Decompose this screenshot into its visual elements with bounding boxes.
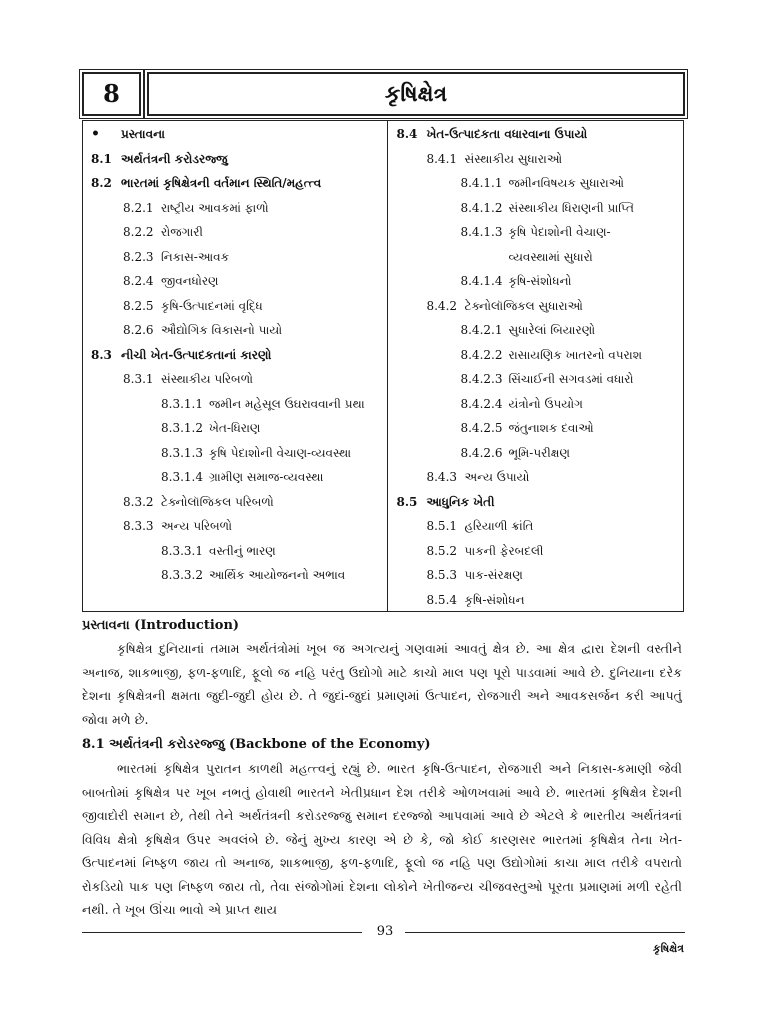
toc-item-number: 8.5.1	[426, 519, 458, 533]
toc-item-label: જંતુનાશક દવાઓ	[508, 421, 594, 435]
toc-item	[388, 491, 683, 513]
toc-item-label: સંસ્થાકીય ધિરાણની પ્રાપ્તિ	[508, 200, 634, 215]
table-of-contents	[82, 120, 684, 612]
toc-item-label: જમીનવિષયક સુધારાઓ	[508, 176, 624, 190]
toc-item-label: જમીન મહેસૂલ ઉઘરાવવાની પ્રથા	[209, 396, 365, 411]
toc-item	[388, 270, 683, 292]
toc-item-label: ખેત-ધિરાણ	[209, 421, 261, 435]
backbone-paragraph	[82, 757, 682, 922]
toc-item-label: અન્ય ઉપાયો	[464, 470, 530, 484]
toc-item-number: 8.3.1.1	[161, 396, 203, 411]
toc-item	[83, 197, 387, 219]
toc-item-label: કૃષિ-સંશોધનો	[508, 274, 572, 288]
toc-item-number: 8.2.6	[123, 323, 154, 337]
toc-item-label: ખેત-ઉત્પાદકતા વધારવાના ઉપાયો	[426, 127, 588, 141]
intro-heading: પ્રસ્તાવના (Introduction)	[82, 618, 240, 633]
toc-item-label: કૃષિ-ઉત્પાદનમાં વૃદ્ધિ	[161, 298, 263, 313]
toc-item	[83, 148, 387, 170]
toc-item-number: 8.3	[91, 347, 112, 362]
toc-item	[388, 197, 683, 219]
toc-item-number: 8.2.4	[123, 274, 154, 288]
toc-item-label: વસ્તીનું ભારણ	[209, 543, 276, 558]
toc-item	[83, 344, 387, 366]
toc-item-number: 8.2	[91, 176, 112, 190]
toc-item-number: 8.2.2	[123, 225, 154, 239]
toc-item-number: 8.2.5	[123, 298, 154, 313]
toc-item-label: પ્રસ્તાવના	[121, 127, 165, 141]
toc-item	[83, 393, 387, 415]
toc-item-number: 8.5.3	[426, 568, 458, 582]
toc-item-number: •	[91, 126, 100, 142]
toc-item-label: ભારતમાં કૃષિક્ષેત્રની વર્તમાન સ્થિતિ/મહત્ત્વ	[121, 176, 322, 190]
toc-item	[388, 515, 683, 537]
toc-item-label: ગ્રામીણ સમાજ-વ્યવસ્થા	[209, 470, 324, 484]
toc-item	[83, 491, 387, 513]
toc-item-label: સિંચાઈની સગવડમાં વધારો	[508, 372, 634, 386]
toc-item-label: સંસ્થાકીય સુધારાઓ	[464, 151, 563, 166]
toc-item-number: 8.3.3	[123, 519, 154, 533]
toc-item-number: 8.4.1.3	[460, 225, 503, 239]
toc-item-number: 8.3.2	[123, 494, 154, 509]
toc-item	[388, 295, 683, 317]
chapter-header	[82, 72, 685, 116]
toc-item	[388, 417, 683, 439]
toc-item-number: 8.3.3.2	[161, 568, 203, 582]
toc-item-label: નિકાસ-આવક	[161, 249, 230, 264]
toc-item-number: 8.1	[91, 151, 112, 166]
page-number: 93	[376, 924, 394, 939]
toc-item	[388, 172, 683, 194]
toc-item	[388, 123, 683, 145]
toc-item-number: 8.4.2.6	[460, 445, 503, 460]
toc-item-label: અર્થતંત્રની કરોડરજ્જુ	[121, 151, 228, 166]
toc-item-number: 8.4.2.4	[460, 396, 503, 411]
toc-item	[83, 123, 387, 145]
toc-item	[83, 368, 387, 390]
toc-item-label: કૃષિ-સંશોધન	[464, 592, 525, 607]
toc-item-number: 8.2.1	[123, 200, 154, 215]
toc-item-number: 8.4.2.3	[460, 372, 503, 386]
toc-item-label: ટેક્નોલૉજિકલ પરિબળો	[161, 494, 274, 509]
toc-item-number: 8.3.1.4	[161, 470, 203, 484]
toc-item-number: 8.4.2.2	[460, 347, 503, 362]
toc-item-number: 8.3.1	[123, 372, 154, 386]
toc-item	[388, 466, 683, 488]
running-footer-title: કૃષિક્ષેત્ર	[652, 942, 684, 955]
toc-left-column	[83, 121, 388, 611]
toc-item-number: 8.4.1.1	[460, 176, 503, 190]
backbone-text: ભારતમાં કૃષિક્ષેત્ર પુરાતન કાળથી મહત્ત્વનું રહ્યું છે. ભારત કૃષિ-ઉત્પાદન, રોજગારી અને નિકાસ-કમાણી જેવી બાબતોમાં કૃષિક્ષેત્ર પર ખૂબ નભતું હોવાથી ભારતને ખેતીપ્રધાન દેશ તરીકે ઓળખવામાં આવે છે. ભારતમાં કૃષિક્ષેત્ર દેશની જીવાદોરી સમાન છે, તેથી તેને અર્થતંત્રની કરોડરજ્જુ સમાન દરજ્જો આપવામાં આવે છે એટલે કે ભારતીય અર્થતંત્રનાં વિવિધ ક્ષેત્રો કૃષિક્ષેત્ર ઉપર અવલંબે છે. જેનું મુખ્ય કારણ એ છે કે, જો કોઈ કારણસર ભારતમાં કૃષિક્ષેત્ર તેના ખેત-ઉત્પાદનમાં નિષ્ફળ જાય તો અનાજ, શાકભાજી, ફળ-ફળાદિ, ફૂલો જ નહિ પણ ઉદ્યોગોમાં કાચા માલ તરીકે વપરાતો રોકડિયો પાક પણ નિષ્ફળ જાય તો, તેવા સંજોગોમાં દેશના લોકોને ખેતીજન્ય ચીજવસ્તુઓ પૂરતા પ્રમાણમાં મળી રહેતી નથી. તે ખૂબ ઊંચા ભાવો એ પ્રાપ્ત થાય	[82, 761, 682, 917]
toc-item	[388, 148, 683, 170]
toc-item	[388, 221, 683, 243]
toc-item-number: 8.5.2	[426, 543, 458, 558]
toc-item-label: જીવનધોરણ	[161, 274, 219, 288]
toc-item-label: સંસ્થાકીય પરિબળો	[161, 372, 254, 386]
toc-item-number: 8.4.2.1	[460, 323, 503, 337]
toc-item-label: કૃષિ પેદાશોની વેચાણ-વ્યવસ્થા	[209, 445, 352, 460]
toc-item-label: અન્ય પરિબળો	[161, 519, 233, 533]
toc-item-number: 8.3.1.2	[161, 421, 203, 435]
toc-item	[388, 589, 683, 611]
toc-item-number: 8.3.1.3	[161, 445, 203, 460]
toc-item-number: 8.5.4	[426, 592, 458, 607]
toc-item	[83, 221, 387, 243]
footer-rule-left	[82, 932, 362, 933]
backbone-heading: 8.1 અર્થતંત્રની કરોડરજ્જુ (Backbone of the Economy)	[82, 737, 431, 752]
toc-item	[83, 319, 387, 341]
toc-item-label: હરિયાળી ક્રાંતિ	[464, 519, 534, 533]
toc-item	[83, 515, 387, 537]
toc-item-number: 8.5	[396, 494, 418, 509]
toc-item-number: 8.4.2.5	[460, 421, 503, 435]
toc-item-number: 8.2.3	[123, 249, 154, 264]
toc-item-label: ઔદ્યોગિક વિકાસનો પાયો	[161, 323, 283, 337]
toc-item	[83, 270, 387, 292]
toc-item-label: આર્થિક આયોજનનો અભાવ	[209, 568, 346, 582]
toc-item	[388, 246, 683, 268]
toc-item-label: યંત્રોનો ઉપયોગ	[508, 396, 583, 411]
toc-item-number: 8.4.3	[426, 470, 458, 484]
toc-item-label: પાક-સંરક્ષણ	[464, 568, 523, 582]
toc-item	[388, 564, 683, 586]
toc-item	[83, 564, 387, 586]
toc-item-label: રાષ્ટ્રીય આવકમાં ફાળો	[161, 200, 269, 215]
toc-item	[83, 172, 387, 194]
intro-text: કૃષિક્ષેત્ર દુનિયાનાં તમામ અર્થતંત્રોમાં ખૂબ જ અગત્યનું ગણવામાં આવતું ક્ષેત્ર છે. આ ક્ષેત્ર દ્વારા દેશની વસ્તીને અનાજ, શાકભાજી, ફળ-ફળાદિ, ફૂલો જ નહિ પરંતુ ઉદ્યોગો માટે કાચો માલ પણ પૂરો પાડવામાં આવે છે. દુનિયાના દરેક દેશના કૃષિક્ષેત્રની ક્ષમતા જુદી-જુદી હોય છે. તે જુદાં-જુદાં પ્રમાણમાં ઉત્પાદન, રોજગારી અને આવકસર્જન કરી આપતું જોવા મળે છે.	[82, 641, 682, 727]
toc-item-number: 8.4	[396, 127, 418, 141]
toc-item-number: 8.4.2	[426, 298, 458, 313]
toc-item-label: રાસાયણિક ખાતરનો વપરાશ	[508, 347, 642, 362]
toc-item-number: 8.4.1.4	[460, 274, 503, 288]
toc-item-label: ભૂમિ-પરીક્ષણ	[508, 445, 570, 460]
toc-item	[83, 246, 387, 268]
toc-item	[388, 540, 683, 562]
toc-item	[83, 466, 387, 488]
toc-item-label: સુધારેલાં બિયારણો	[508, 323, 596, 337]
toc-item-label: રોજગારી	[161, 225, 203, 239]
toc-item-label: ટેક્નોલૉજિકલ સુધારાઓ	[464, 298, 583, 313]
toc-item-number: 8.4.1	[426, 151, 458, 166]
toc-item	[388, 393, 683, 415]
toc-item-label: આધુનિક ખેતી	[426, 494, 495, 509]
toc-item-label: વ્યવસ્થામાં સુધારો	[508, 249, 593, 264]
chapter-title: કૃષિક્ષેત્ર	[147, 72, 685, 116]
toc-item	[388, 442, 683, 464]
toc-item-label: નીચી ખેત-ઉત્પાદકતાનાં કારણો	[121, 347, 272, 362]
toc-item	[388, 319, 683, 341]
chapter-number: 8	[82, 72, 141, 116]
toc-item	[83, 417, 387, 439]
toc-item-number: 8.3.3.1	[161, 543, 203, 558]
toc-item-label: કૃષિ પેદાશોની વેચાણ-	[508, 225, 611, 239]
toc-item	[83, 442, 387, 464]
footer-rule-right	[405, 932, 685, 933]
toc-item-number: 8.4.1.2	[460, 200, 503, 215]
toc-right-column	[388, 121, 683, 611]
toc-item	[388, 344, 683, 366]
toc-item	[83, 295, 387, 317]
toc-item	[83, 540, 387, 562]
toc-item-label: પાકની ફેરબદલી	[464, 543, 544, 558]
toc-item	[388, 368, 683, 390]
intro-paragraph	[82, 637, 682, 731]
